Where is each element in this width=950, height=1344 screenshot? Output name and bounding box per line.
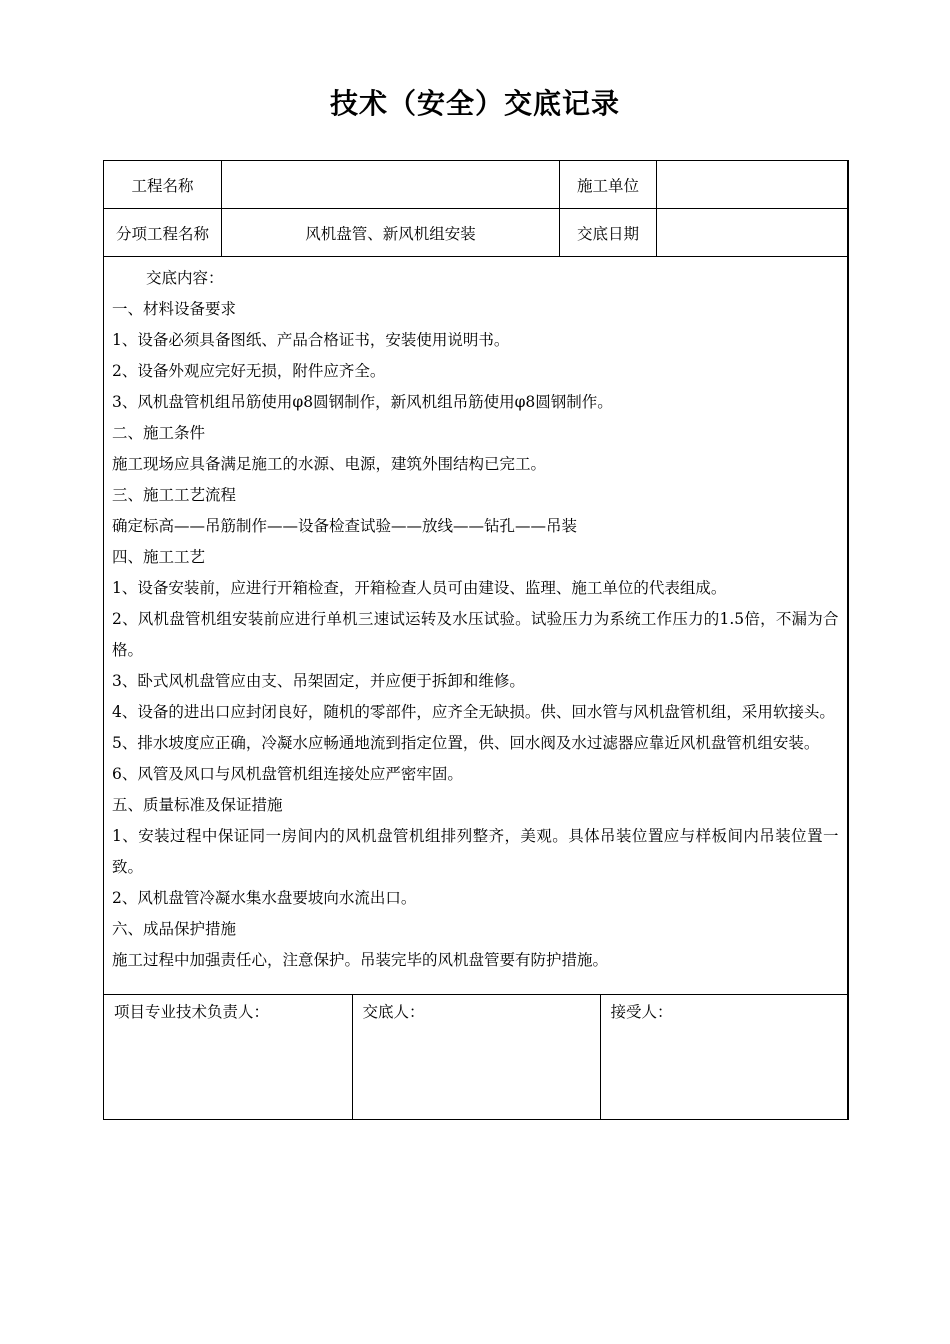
content-line: 1、设备必须具备图纸、产品合格证书，安装使用说明书。 (112, 331, 510, 349)
handover-date-field[interactable] (657, 209, 848, 257)
content-line: 确定标高——吊筋制作——设备检查试验——放线——钻孔——吊装 (112, 517, 578, 535)
sub-project-field[interactable]: 风机盘管、新风机组安装 (222, 209, 560, 257)
handover-date-label: 交底日期 (560, 209, 657, 257)
content-line: 2、风机盘管冷凝水集水盘要坡向水流出口。 (112, 889, 417, 907)
content-line: 施工过程中加强责任心，注意保护。吊装完毕的风机盘管要有防护措施。 (112, 951, 609, 969)
content-line: 一、材料设备要求 (112, 300, 237, 318)
content-line: 2、风机盘管机组安装前应进行单机三速试运转及水压试验。试验压力为系统工作压力的1.5倍，不漏为合格。 (112, 610, 839, 659)
receiver-signature-field[interactable] (600, 995, 848, 1119)
tech-lead-signature-field[interactable] (104, 995, 352, 1119)
discloser-signature-field[interactable] (352, 995, 600, 1119)
content-line: 2、设备外观应完好无损，附件应齐全。 (112, 362, 386, 380)
content-line: 4、设备的进出口应封闭良好，随机的零部件，应齐全无缺损。供、回水管与风机盘管机组，采用软接头。 (112, 703, 835, 721)
handover-content (104, 257, 848, 995)
content-row (104, 257, 848, 995)
receiver-label: 接受人： (610, 1003, 673, 1021)
project-name-field[interactable] (222, 161, 560, 209)
content-line: 五、质量标准及保证措施 (112, 796, 283, 814)
content-line: 施工现场应具备满足施工的水源、电源，建筑外围结构已完工。 (112, 455, 547, 473)
content-line: 四、施工工艺 (112, 548, 206, 566)
construction-unit-label: 施工单位 (560, 161, 657, 209)
content-line: 5、排水坡度应正确，冷凝水应畅通地流到指定位置，供、回水阀及水过滤器应靠近风机盘管机组安装。 (112, 734, 820, 752)
content-intro: 交底内容： (146, 269, 224, 287)
content-line: 1、设备安装前，应进行开箱检查，开箱检查人员可由建设、监理、施工单位的代表组成。 (112, 579, 727, 597)
sub-project-row (104, 209, 848, 257)
construction-unit-field[interactable] (657, 161, 848, 209)
content-line: 六、成品保护措施 (112, 920, 237, 938)
project-name-label: 工程名称 (104, 161, 222, 209)
signature-table (104, 995, 848, 1119)
content-line: 3、卧式风机盘管应由支、吊架固定，并应便于拆卸和维修。 (112, 672, 525, 690)
signature-row (104, 995, 848, 1120)
content-line: 1、安装过程中保证同一房间内的风机盘管机组排列整齐，美观。具体吊装位置应与样板间内吊装位置一致。 (112, 827, 839, 876)
content-line: 二、施工条件 (112, 424, 206, 442)
content-line: 3、风机盘管机组吊筋使用φ8圆钢制作，新风机组吊筋使用φ8圆钢制作。 (112, 393, 613, 411)
discloser-label: 交底人： (362, 1003, 425, 1021)
tech-lead-label: 项目专业技术负责人： (114, 1003, 270, 1021)
project-row (104, 161, 848, 209)
content-line: 三、施工工艺流程 (112, 486, 237, 504)
sub-project-label: 分项工程名称 (104, 209, 222, 257)
handover-record-table (103, 160, 849, 1120)
document-title: 技术（安全）交底记录 (329, 87, 620, 120)
content-line: 6、风管及风口与风机盘管机组连接处应严密牢固。 (112, 765, 463, 783)
signature-area (104, 995, 848, 1120)
